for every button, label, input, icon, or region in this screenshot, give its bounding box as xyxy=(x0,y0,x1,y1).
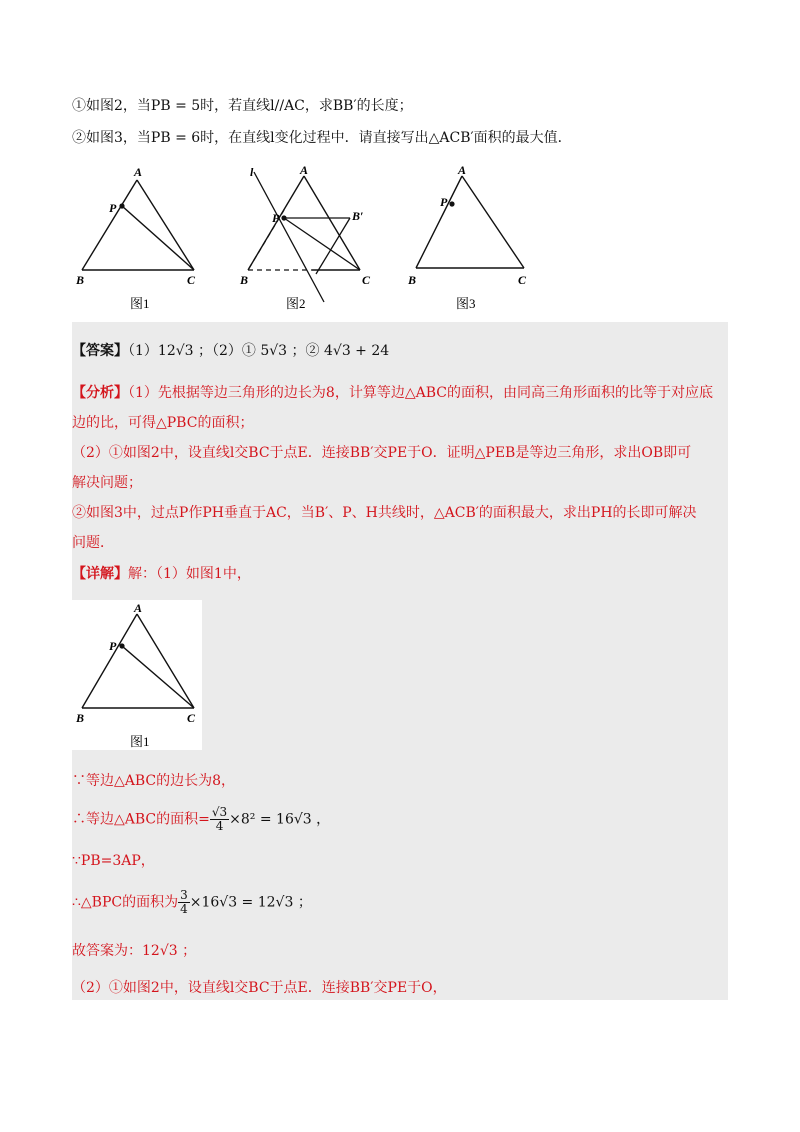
analysis-line-4: 解决问题； xyxy=(72,475,142,491)
fraction-3-over-4: $\frac{3}{4}$ xyxy=(180,888,188,916)
fig1-label-p: P xyxy=(109,201,117,215)
figure-1-repeat xyxy=(72,600,202,750)
detail-step-2a: ∴等边△ABC的面积= xyxy=(72,811,210,828)
fig1r-label-a: A xyxy=(134,601,143,615)
fig1r-label-b: B xyxy=(76,711,85,725)
fig1-label-b: B xyxy=(76,273,85,287)
fig1r-label-p: P xyxy=(109,639,117,653)
analysis-line-1 xyxy=(72,383,713,403)
fig3-label-a: A xyxy=(458,163,467,177)
analysis-text-1: （1）先根据等边三角形的边长为8，计算等边△ABC的面积，由同高三角形面积的比等于对应底 xyxy=(128,385,713,401)
question-1: ①如图2，当PB = 5时，若直线l//AC，求BB′的长度； xyxy=(72,98,413,114)
detail-step-2 xyxy=(72,806,330,833)
fig1-label-a: A xyxy=(134,165,143,179)
detail-step-5: 故答案为：12√3 ； xyxy=(72,943,197,959)
fig2-label-c: C xyxy=(362,273,371,287)
question-2: ②如图3，当PB = 6时，在直线l变化过程中．请直接写出△ACB′面积的最大值． xyxy=(72,130,572,146)
fig3-caption: 图3 xyxy=(456,296,476,311)
fig3-label-b: B xyxy=(408,273,417,287)
answer-text: （1）12√3 ；（2）① 5√3 ；② 4√3 + 24 xyxy=(128,343,390,359)
detail-intro: 解：（1）如图1中， xyxy=(128,566,251,582)
fig1r-caption: 图1 xyxy=(130,734,150,749)
detail-step-4b: ×16√3 = 12√3 ； xyxy=(189,894,312,911)
fig1r-label-c: C xyxy=(187,711,196,725)
analysis-line-3: （2）①如图2中，设直线l交BC于点E．连接BB′交PE于O．证明△PEB是等边三角形，求出OB即可 xyxy=(72,445,692,461)
detail-label: 【详解】 xyxy=(72,566,128,582)
detail-step-1: ∵等边△ABC的边长为8， xyxy=(72,773,236,789)
detail-line xyxy=(72,564,251,584)
detail-step-4 xyxy=(72,889,312,916)
analysis-line-2: 边的比，可得△PBC的面积； xyxy=(72,415,254,431)
analysis-line-5: ②如图3中，过点P作PH垂直于AC，当B′、P、H共线时，△ACB′的面积最大，求出PH的长即可解决 xyxy=(72,505,697,521)
answer-line xyxy=(72,341,389,361)
fig1-label-c: C xyxy=(187,273,196,287)
analysis-line-6: 问题． xyxy=(72,535,114,551)
fig2-label-bprime: B′ xyxy=(352,209,364,223)
fig2-label-p: P xyxy=(272,211,280,225)
fig2-label-l: l xyxy=(250,165,254,179)
figure-1 xyxy=(72,162,202,316)
detail-step-2b: ×8² = 16√3 ， xyxy=(229,811,331,828)
fig1-caption: 图1 xyxy=(130,296,150,311)
figure-3 xyxy=(402,162,542,316)
figure-2 xyxy=(232,162,382,316)
answer-label: 【答案】 xyxy=(72,343,128,359)
fig2-label-a: A xyxy=(300,163,309,177)
fig2-label-b: B xyxy=(240,273,249,287)
analysis-label: 【分析】 xyxy=(72,385,128,401)
fig3-label-p: P xyxy=(440,195,448,209)
detail-step-6: （2）①如图2中，设直线l交BC于点E．连接BB′交PE于O， xyxy=(72,980,447,996)
detail-step-4a: ∴△BPC的面积为 xyxy=(72,894,179,911)
fraction-sqrt3-over-4: $\frac{√3}{4}$ xyxy=(211,805,228,833)
detail-step-3: ∵PB=3AP， xyxy=(72,853,155,869)
fig3-label-c: C xyxy=(518,273,527,287)
fig2-caption: 图2 xyxy=(286,296,306,311)
